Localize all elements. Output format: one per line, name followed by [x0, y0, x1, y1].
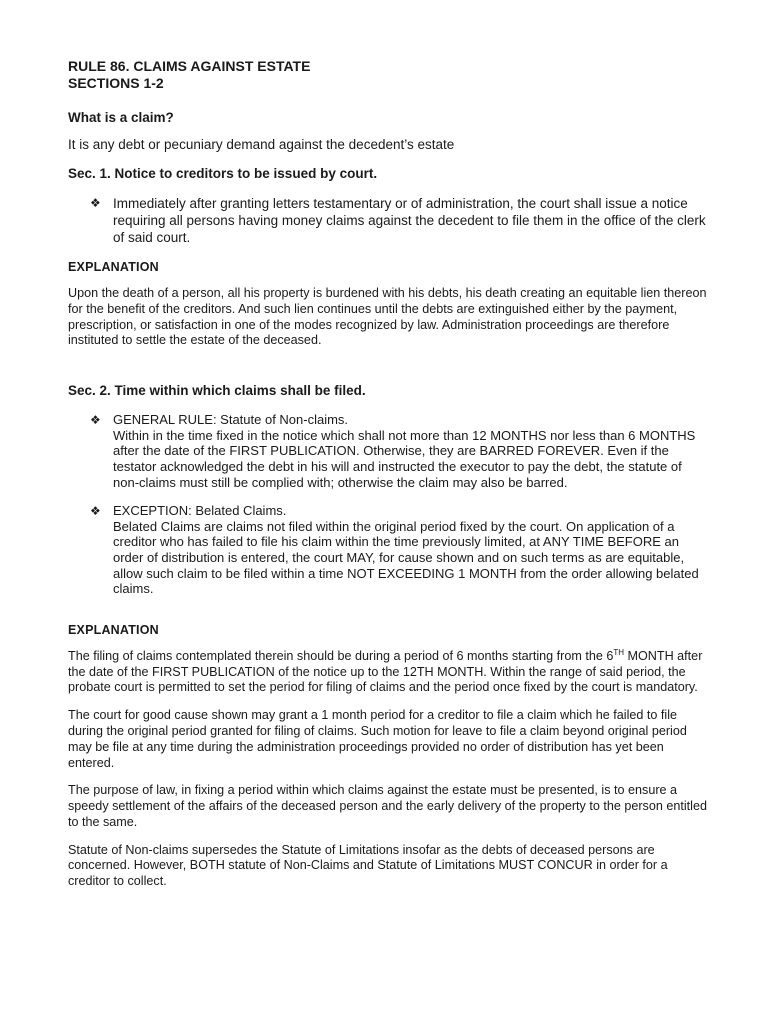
para-1-superscript: TH: [613, 647, 625, 657]
explanation-1-text: Upon the death of a person, all his property is burdened with his debts, his death creating an equitable lien thereon for the benefit of the creditors. And such lien continues until the debts are extinguished either by the payment, prescription, or satisfaction in one of the modes recognized by law. Administration proceedings are therefore instituted to settle the estate of the deceased.: [68, 286, 707, 348]
explanation-2-para-3: The purpose of law, in fixing a period within which claims against the estate must be presented, is to ensure a speedy settlement of the affairs of the deceased person and the early delivery of the property to the person entitled to the same.: [68, 783, 707, 829]
general-rule-title: GENERAL RULE: Statute of Non-claims.: [113, 412, 349, 428]
answer-text: It is any debt or pecuniary demand against the decedent’s estate: [68, 137, 455, 152]
section-2-heading: Sec. 2. Time within which claims shall be filed.: [68, 383, 366, 399]
para-1-part-b: MONTH after the date of the FIRST PUBLICATION of the notice up to the 12TH MONTH. Within the range of said period, the probate court is permitted to set the period for filing of claims and the period once fixed by the court is mandatory.: [68, 648, 703, 695]
explanation-2-para-4: Statute of Non-claims supersedes the Statute of Limitations insofar as the debts of deceased persons are concerned. However, BOTH statute of Non-Claims and Statute of Limitations MUST CONCUR in order for a creditor to collect.: [68, 842, 668, 889]
list-item: [68, 412, 708, 490]
explanation-2-para-1: [68, 649, 708, 696]
explanation-2-para-2: The court for good cause shown may grant a 1 month period for a creditor to file a claim which he failed to file during the original period granted for filing of claims. Such motion for leave to file a claim beyond original period may be file at any time during the administration proceedings provided no order of distribution has yet been entered.: [68, 708, 687, 770]
diamond-bullet-icon: ❖: [90, 196, 101, 210]
general-rule-body: Within in the time fixed in the notice which shall not more than 12 MONTHS nor less than 6 MONTHS after the date of the FIRST PUBLICATION. Otherwise, they are BARRED FOREVER. Even if the testator acknowledged the debt in his will and instructed the executor to pay the debt, the statute of non-claims must still be complied with; otherwise the claim may also be barred.: [113, 427, 696, 490]
exception-body: Belated Claims are claims not filed within the original period fixed by the court. On application of a creditor who has failed to file his claim within the time previously limited, at ANY TIME BEFORE an order of distribution is entered, the court MAY, for cause shown and on such terms as are equitable, allow such claim to be filed within a time NOT EXCEEDING 1 MONTH from the order allowing belated claims.: [113, 518, 699, 597]
diamond-bullet-icon: ❖: [90, 413, 101, 428]
explanation-label-2: EXPLANATION: [68, 622, 159, 637]
exception-title: EXCEPTION: Belated Claims.: [113, 503, 287, 519]
explanation-label-1: EXPLANATION: [68, 260, 159, 274]
section-1-heading: Sec. 1. Notice to creditors to be issued by court.: [68, 166, 378, 181]
list-item: [68, 503, 708, 597]
section-1-bullets: [68, 195, 708, 246]
para-1-part-a: The filing of claims contemplated therein should be during a period of 6 months starting from the 6: [68, 648, 614, 663]
title-sections: SECTIONS 1-2: [68, 75, 164, 91]
diamond-bullet-icon: ❖: [90, 504, 101, 519]
question-heading: What is a claim?: [68, 110, 174, 125]
title-rule: RULE 86. CLAIMS AGAINST ESTATE: [68, 58, 311, 74]
list-item: [68, 195, 708, 246]
section-1-bullet-text: Immediately after granting letters testamentary or of administration, the court shall issue a notice requiring all persons having money claims against the decedent to file them in the office of the clerk of said court.: [113, 196, 706, 245]
section-2-bullets: [68, 412, 708, 597]
